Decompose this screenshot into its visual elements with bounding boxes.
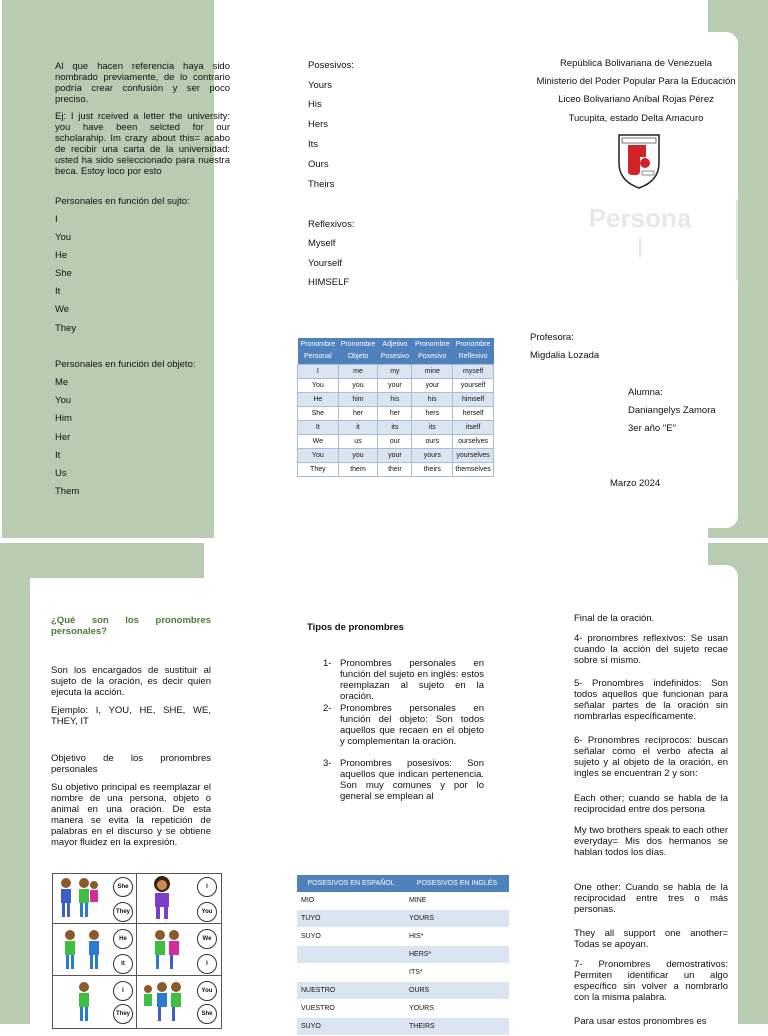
reflexive-title: Reflexivos: [308,219,355,230]
page2-top-mid-white [204,543,708,578]
header-cell: POSESIVOS EN INGLÉS [405,875,509,892]
example-paragraph: Ej: I just rceived a letter the university: you have been selcted for our scholarahip. Im crazy about this= acabo de recibir una carta de la universidad: usted ha sido seleccionado para nuestra beca. Estoy loco por esto [55,111,230,177]
subject-item: He [55,250,68,261]
table-cell: MIO [297,892,405,910]
pronoun-table-header [298,338,494,365]
page2-left-tab [30,603,42,1024]
table-row [298,435,494,449]
table-cell: your [378,449,412,463]
possessive-table [297,875,509,1036]
right-paragraph: 7- Pronombres demostrativos: Permiten identificar un algo específico sin volver a nombrarlo con la misma palabra. [574,959,728,1003]
header-cell: Pronombre Personal [298,338,339,365]
table-row [297,1018,509,1036]
type-text: Pronombres personales en función del sujeto en inglés: estos reemplazan al sujeto en la oración. [340,658,484,702]
header-cell: Pronombre Posesivo [412,338,453,365]
table-row [298,449,494,463]
table-cell: theirs [412,463,453,477]
object-item: Her [55,432,71,443]
object-item: Me [55,377,69,388]
right-paragraph: Each other; cuando se habla de la reciprocidad entre dos persona [574,793,728,815]
table-cell: our [378,435,412,449]
table-cell: me [338,365,378,379]
table-cell: him [338,393,378,407]
cover-line-3: Liceo Bolivariano Aníbal Rojas Pérez [558,94,714,105]
table-cell: yourselves [453,449,494,463]
table-cell: us [338,435,378,449]
type-text: Pronombres personales en función del objeto: Son todos aquellos que recaen en el objeto y complementan la oración. [340,703,484,747]
table-row [298,421,494,435]
object-item: Him [55,413,72,424]
table-cell: you [338,449,378,463]
possessive-item: Hers [308,119,329,130]
subject-item: You [55,232,72,243]
cover-line-2: Ministerio del Poder Popular Para la Educación [536,76,736,87]
intro-paragraph: Al que hacen referencia haya sido nombrado previamente, de lo contrario podría crear confusión y ser poco preciso. [55,61,230,105]
table-cell: their [378,463,412,477]
boy-illustration [72,979,96,1025]
subject-item: They [55,323,77,334]
definition-paragraph: Son los encargados de sustituir al sujeto de la oración, es decir quien ejecuta la acción. [51,665,211,698]
object-item: Them [55,486,80,497]
table-cell: It [298,421,339,435]
table-cell: myself [453,365,494,379]
table-cell: HIS* [405,928,509,946]
section-heading: ¿Qué son los pronombres personales? [51,615,211,637]
table-cell: ITS* [405,964,509,982]
cover-line-1: República Bolivariana de Venezuela [559,58,713,69]
table-cell: mine [412,365,453,379]
table-row [297,946,509,964]
table-cell: MINE [405,892,509,910]
speech-bubble: I [113,981,133,1001]
girl-illustration [144,875,180,921]
header-cell: Adjetivo Posesivo [378,338,412,365]
table-cell: I [298,365,339,379]
table-row [297,964,509,982]
children-illustration [60,927,110,973]
type-number: 3- [323,758,332,769]
pronoun-picture-grid [52,873,224,1024]
table-cell: herself [453,407,494,421]
possessive-table-header [297,875,509,892]
right-panel-white-tab [708,32,738,528]
reflexive-item: Yourself [308,258,342,269]
speech-bubble: It [113,954,133,974]
object-item: Us [55,468,67,479]
speech-bubble: We [197,929,217,949]
children-illustration [54,875,104,921]
table-row [297,982,509,1000]
possessive-item: Its [308,139,319,150]
objective-title: Objetivo de los pronombres personales [51,753,211,775]
table-cell: her [338,407,378,421]
object-item: You [55,395,72,406]
table-cell [297,946,405,964]
table-cell: you [338,379,378,393]
table-row [297,928,509,946]
table-cell: You [298,449,339,463]
date: Marzo 2024 [610,478,661,489]
table-row [298,407,494,421]
table-cell: VUESTRO [297,1000,405,1018]
table-cell: yours [412,449,453,463]
table-cell: its [378,421,412,435]
table-cell [297,964,405,982]
type-text: Pronombres posesivos: Son aquellos que indican pertenencia. Son muy comunes y por lo general se emplean al [340,758,484,802]
table-cell: her [378,407,412,421]
possessive-item: Ours [308,159,329,170]
example-line: Ejemplo: I, YOU, HE, SHE, WE, THEY, IT [51,705,211,727]
table-row [298,463,494,477]
object-title: Personales en función del objeto: [55,359,196,370]
subject-title: Personales en función del sujto: [55,196,190,207]
reflexive-item: HIMSELF [308,277,350,288]
page2-top-left-white [30,543,204,578]
table-cell: They [298,463,339,477]
cover-title-line-2: l [637,233,643,263]
table-cell: your [412,379,453,393]
table-cell: She [298,407,339,421]
table-row [298,379,494,393]
table-cell: his [412,393,453,407]
table-cell: them [338,463,378,477]
teacher-label: Profesora: [530,332,574,343]
table-cell: OURS [405,982,509,1000]
speech-bubble: I [197,877,217,897]
table-cell: ours [412,435,453,449]
speech-bubble: He [113,929,133,949]
table-cell: itself [453,421,494,435]
reflexive-item: Myself [308,238,336,249]
object-item: It [55,450,61,461]
objective-paragraph: Su objetivo principal es reemplazar el nombre de una persona, objeto o animal en una oración. De esta manera se evita la repetición de palabras en el discurso y se obtiene mayor fluidez en la expresión. [51,782,211,848]
table-cell: We [298,435,339,449]
table-cell: YOURS [405,910,509,928]
right-paragraph: Para usar estos pronombres es [574,1016,707,1027]
table-cell: it [338,421,378,435]
right-paragraph: 6- Pronombres recíprocos: buscan señalar como el verbo afecta al sujeto y al objeto de la oración, en ingles se encuentran 2 y son: [574,735,728,779]
speech-bubble: She [197,1004,217,1024]
speech-bubble: They [113,902,133,922]
speech-bubble: You [197,902,217,922]
table-row [298,365,494,379]
pronoun-table [297,338,494,477]
possessive-item: His [308,99,322,110]
table-cell: TUYO [297,910,405,928]
subject-item: She [55,268,72,279]
possessive-item: Yours [308,80,332,91]
subject-item: We [55,304,70,315]
table-cell: SUYO [297,928,405,946]
student-name: Daniangelys Zamora [628,405,716,416]
table-cell: HERS* [405,946,509,964]
speech-bubble: She [113,877,133,897]
table-cell: NUESTRO [297,982,405,1000]
right-paragraph: Final de la oración. [574,613,655,624]
possessive-title: Posesivos: [308,60,354,71]
cover-title-line-1: Persona [588,203,692,233]
teacher-name: Migdalia Lozada [530,350,600,361]
table-cell: SUYO [297,1018,405,1036]
student-label: Alumna: [628,387,663,398]
right-paragraph: One other: Cuando se habla de la reciprocidad entre tres o más personas. [574,882,728,915]
table-row [297,1000,509,1018]
table-cell: THEIRS [405,1018,509,1036]
speech-bubble: They [113,1004,133,1024]
table-cell: ourselves [453,435,494,449]
subject-item: It [55,286,61,297]
table-cell: He [298,393,339,407]
type-number: 2- [323,703,332,714]
right-paragraph: My two brothers speak to each other everyday= Mis dos hermanos se hablan todos los días. [574,825,728,858]
subject-item: I [55,214,58,225]
header-cell: Pronombre Objeto [338,338,378,365]
table-row [297,910,509,928]
children-illustration [150,927,184,973]
type-number: 1- [323,658,332,669]
right-panel-tab-shadow [736,200,738,280]
cover-title [575,203,705,263]
right-paragraph: 4- pronombres reflexivos: Se usan cuando la acción del sujeto recae sobre sí mismo. [574,633,728,666]
table-cell: YOURS [405,1000,509,1018]
cover-line-4: Tucupita, estado Delta Amacuro [568,113,704,124]
table-cell: himself [453,393,494,407]
table-cell: his [378,393,412,407]
table-row [298,393,494,407]
types-title: Tipos de pronombres [307,622,404,633]
right-paragraph: 5- Pronombres indefinidos: Son todos aquellos que funcionan para señalar partes de la oración sin nombrarlas específicamente. [574,678,728,722]
table-cell: themselves [453,463,494,477]
school-logo [614,131,664,191]
right-paragraph: They all support one another= Todas se apoyan. [574,928,728,950]
children-illustration [140,979,188,1025]
table-row [297,892,509,910]
table-cell: its [412,421,453,435]
header-cell: Pronombre Reflexivo [453,338,494,365]
table-cell: You [298,379,339,393]
grade: 3er año "E" [628,423,676,434]
table-cell: hers [412,407,453,421]
possessive-item: Theirs [308,179,335,190]
table-cell: yourself [453,379,494,393]
table-cell: my [378,365,412,379]
speech-bubble: I [197,954,217,974]
speech-bubble: You [197,981,217,1001]
header-cell: POSESIVOS EN ESPAÑOL [297,875,405,892]
table-cell: your [378,379,412,393]
